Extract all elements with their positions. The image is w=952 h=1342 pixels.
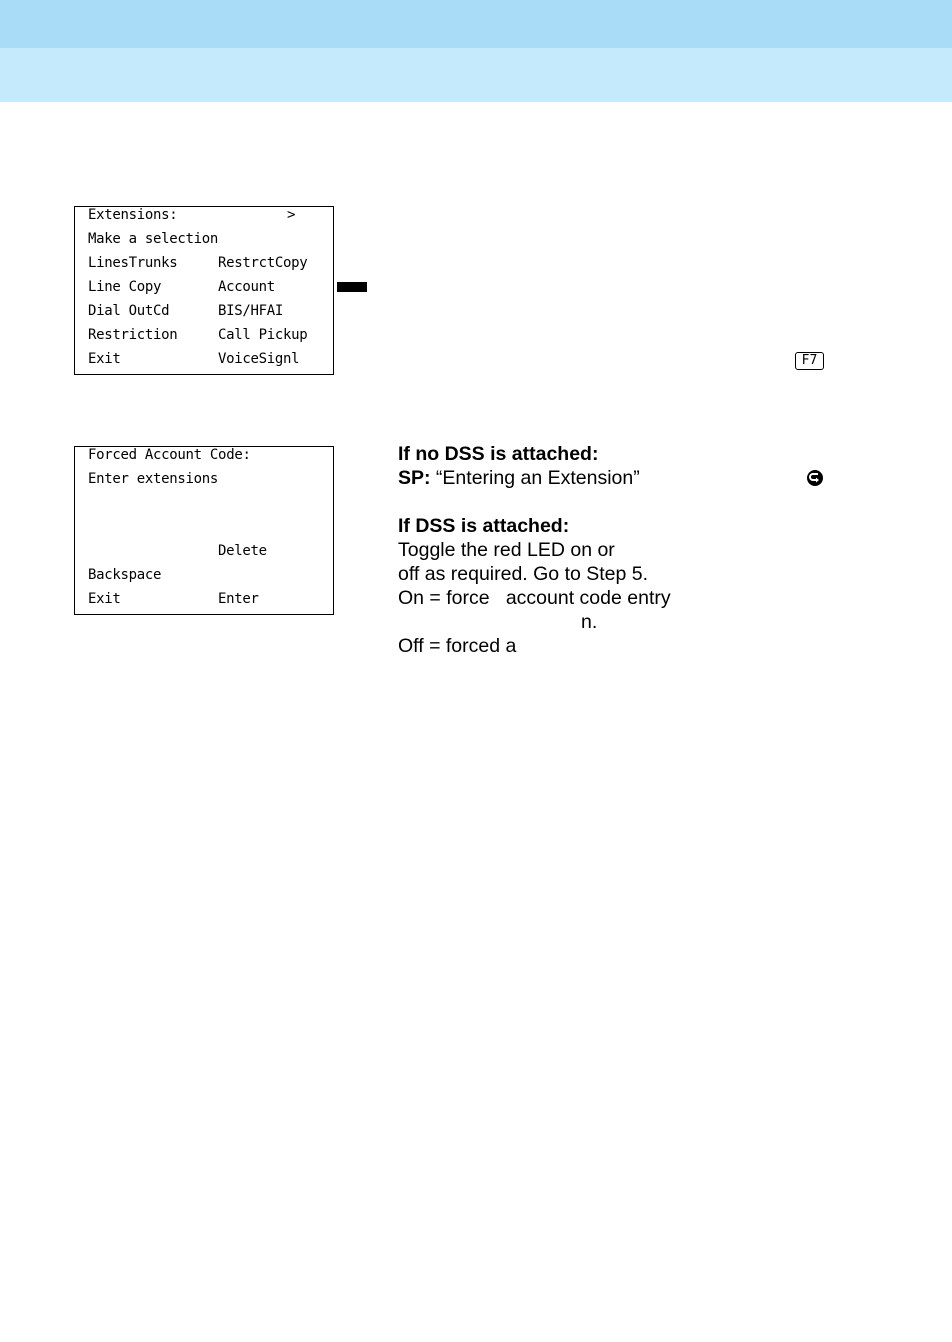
- return-icon: [806, 469, 824, 487]
- delete-option[interactable]: Delete: [218, 543, 267, 559]
- option-dial-outcd[interactable]: Dial OutCd: [88, 303, 170, 319]
- option-restrctcopy[interactable]: RestrctCopy: [218, 255, 308, 271]
- sp-label: SP:: [398, 467, 431, 489]
- dss-heading: If DSS is attached:: [398, 515, 570, 537]
- extensions-menu-screen: [74, 206, 334, 375]
- exit-option[interactable]: Exit: [88, 591, 121, 607]
- no-dss-heading: If no DSS is attached:: [398, 443, 599, 465]
- instruction-line-1: Toggle the red LED on or: [398, 539, 615, 561]
- screen-title: Forced Account Code:: [88, 447, 251, 463]
- header-band-top: [0, 0, 952, 48]
- more-indicator[interactable]: >: [287, 207, 296, 223]
- sp-reference: [398, 466, 640, 490]
- option-bis-hfai[interactable]: BIS/HFAI: [218, 303, 284, 319]
- instruction-line-4: n.: [581, 611, 598, 633]
- option-linestrunks[interactable]: LinesTrunks: [88, 255, 178, 271]
- f7-key-icon[interactable]: F7: [795, 352, 824, 370]
- forced-account-code-screen: [74, 446, 334, 615]
- enter-option[interactable]: Enter: [218, 591, 259, 607]
- screen-prompt: Make a selection: [88, 231, 219, 247]
- instruction-line-5: Off = forced a: [398, 635, 517, 657]
- instruction-line-3: On = force account code entry: [398, 587, 671, 609]
- option-restriction[interactable]: Restriction: [88, 327, 178, 343]
- option-line-copy[interactable]: Line Copy: [88, 279, 162, 295]
- screen-title: Extensions:: [88, 207, 178, 223]
- option-voicesignl[interactable]: VoiceSignl: [218, 351, 300, 367]
- led-indicator-icon: [337, 282, 367, 292]
- header-band-bottom: [0, 48, 952, 102]
- backspace-option[interactable]: Backspace: [88, 567, 162, 583]
- screen-prompt: Enter extensions: [88, 471, 219, 487]
- option-call-pickup[interactable]: Call Pickup: [218, 327, 308, 343]
- option-account[interactable]: Account: [218, 279, 275, 295]
- instruction-line-2: off as required. Go to Step 5.: [398, 563, 649, 585]
- sp-text: “Entering an Extension”: [430, 467, 640, 489]
- option-exit[interactable]: Exit: [88, 351, 121, 367]
